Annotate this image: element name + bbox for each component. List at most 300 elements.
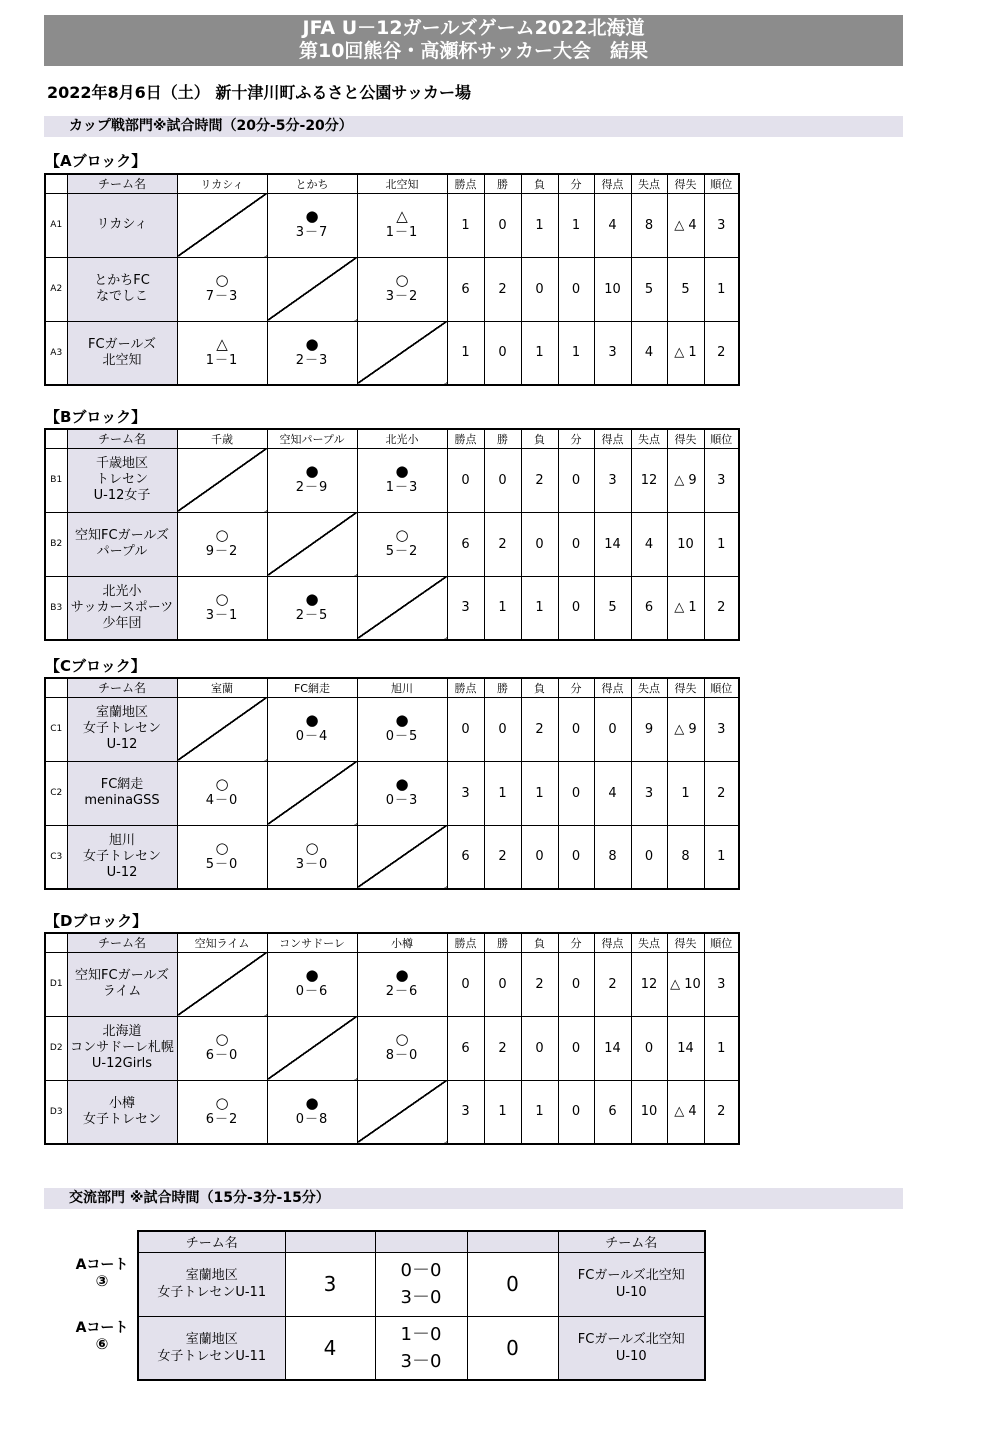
team-name-line: 女子トレセン bbox=[82, 721, 161, 736]
team-header: チーム名 bbox=[67, 174, 177, 193]
stat-header: 負 bbox=[521, 174, 558, 193]
stat-header: 失点 bbox=[631, 933, 667, 952]
match-number: ⑥ bbox=[95, 1335, 109, 1353]
stat-header: 失点 bbox=[631, 174, 667, 193]
stat-value: 0 bbox=[484, 321, 521, 385]
result-mark: ● bbox=[395, 966, 409, 984]
stat-value: 6 bbox=[447, 1016, 484, 1080]
team-name-line: U-12 bbox=[106, 737, 138, 752]
stat-value: 4 bbox=[631, 512, 667, 576]
self-match-cell bbox=[267, 512, 357, 576]
row-id: D1 bbox=[45, 952, 67, 1016]
standings-table bbox=[44, 677, 740, 890]
court-label-2 bbox=[72, 1320, 132, 1352]
stat-value: 5 bbox=[594, 576, 631, 640]
home-team bbox=[138, 1316, 285, 1380]
stat-value: 6 bbox=[447, 512, 484, 576]
stat-value: 3 bbox=[447, 576, 484, 640]
team-name-line: 女子トレセンU-11 bbox=[157, 1348, 267, 1364]
home-score: 4 bbox=[285, 1316, 375, 1380]
match-score: 1－1 bbox=[205, 352, 239, 368]
standings-table bbox=[44, 173, 740, 386]
match-result bbox=[357, 761, 447, 825]
team-name-line: 女子トレセンU-11 bbox=[157, 1285, 267, 1300]
table-row bbox=[45, 448, 739, 512]
stat-value: 2 bbox=[704, 761, 739, 825]
match-result bbox=[357, 448, 447, 512]
stat-value: 0 bbox=[521, 825, 558, 889]
title-line-2: 第10回熊谷・高瀬杯サッカー大会 結果 bbox=[298, 40, 649, 62]
team-name bbox=[67, 697, 177, 761]
result-mark: △ bbox=[396, 207, 408, 225]
opponent-header: 千歳 bbox=[177, 429, 267, 448]
row-id: A1 bbox=[45, 193, 67, 257]
self-match-cell bbox=[177, 448, 267, 512]
block-label: 【Bブロック】 bbox=[45, 408, 147, 426]
team-name bbox=[67, 257, 177, 321]
stat-value: 1 bbox=[521, 321, 558, 385]
stat-header: 失点 bbox=[631, 678, 667, 697]
team-name-line: U-10 bbox=[615, 1348, 647, 1364]
stat-value: 0 bbox=[484, 952, 521, 1016]
result-mark: ● bbox=[395, 462, 409, 480]
stat-value: 5 bbox=[631, 257, 667, 321]
team-name bbox=[67, 512, 177, 576]
stat-value: 0 bbox=[484, 697, 521, 761]
header-blank bbox=[285, 1231, 375, 1252]
self-match-cell bbox=[177, 952, 267, 1016]
court-name: Aコート bbox=[75, 1257, 129, 1273]
team-header: チーム名 bbox=[67, 933, 177, 952]
team-name-line: トレセン bbox=[95, 472, 148, 487]
stat-header: 分 bbox=[558, 174, 594, 193]
half-scores bbox=[375, 1316, 467, 1380]
block-label: 【Cブロック】 bbox=[45, 657, 146, 675]
match-result bbox=[267, 1080, 357, 1144]
result-mark: ● bbox=[305, 462, 319, 480]
team-name-line: とかちFC bbox=[94, 273, 150, 288]
match-score: 0－5 bbox=[385, 729, 419, 744]
table-header-row bbox=[45, 429, 739, 448]
result-mark: ● bbox=[305, 966, 319, 984]
stat-value: 12 bbox=[631, 952, 667, 1016]
stat-value: 12 bbox=[631, 448, 667, 512]
team-name-line: 北光小 bbox=[102, 583, 142, 599]
team-name-line: meninaGSS bbox=[84, 793, 160, 808]
result-mark: ○ bbox=[215, 1030, 229, 1048]
team-name-line: U-10 bbox=[615, 1285, 647, 1300]
stat-value: 1 bbox=[447, 193, 484, 257]
match-score: 1－1 bbox=[385, 225, 419, 240]
stat-value: 2 bbox=[484, 825, 521, 889]
match-score: 3－1 bbox=[205, 607, 239, 623]
match-result bbox=[357, 193, 447, 257]
stat-header: 得点 bbox=[594, 429, 631, 448]
exchange-section-header: 交流部門 ※試合時間（15分-3分-15分） bbox=[44, 1188, 903, 1209]
stat-value: 1 bbox=[704, 257, 739, 321]
stat-value: 14 bbox=[594, 512, 631, 576]
stat-value: 1 bbox=[447, 321, 484, 385]
home-score: 3 bbox=[285, 1252, 375, 1316]
table-row bbox=[45, 761, 739, 825]
result-mark: ○ bbox=[305, 838, 319, 857]
stat-value: △ 1 bbox=[667, 321, 704, 385]
stat-header: 分 bbox=[558, 429, 594, 448]
stat-value: 1 bbox=[521, 761, 558, 825]
row-id: B2 bbox=[45, 512, 67, 576]
match-result bbox=[177, 257, 267, 321]
match-result bbox=[357, 952, 447, 1016]
team-name bbox=[67, 952, 177, 1016]
team-header: チーム名 bbox=[67, 678, 177, 697]
team-name-line: U-12 bbox=[106, 864, 138, 880]
stat-value: 6 bbox=[594, 1080, 631, 1144]
stat-value: 4 bbox=[594, 761, 631, 825]
stat-value: 2 bbox=[704, 576, 739, 640]
team-name-line: 千歳地区 bbox=[95, 456, 148, 471]
stat-value: 0 bbox=[631, 1016, 667, 1080]
exchange-match-row bbox=[138, 1252, 705, 1316]
table-row bbox=[45, 512, 739, 576]
stat-value: 14 bbox=[594, 1016, 631, 1080]
table-header-row bbox=[45, 678, 739, 697]
stat-header: 勝点 bbox=[447, 174, 484, 193]
stat-value: 1 bbox=[558, 193, 594, 257]
stat-value: 3 bbox=[594, 448, 631, 512]
team-name-line: 女子トレセン bbox=[82, 1111, 161, 1127]
result-mark: ● bbox=[305, 207, 319, 225]
stat-value: 2 bbox=[484, 257, 521, 321]
stat-value: 2 bbox=[594, 952, 631, 1016]
team-name-line: U-12Girls bbox=[91, 1056, 153, 1071]
match-result bbox=[177, 321, 267, 385]
team-name-line: リカシィ bbox=[96, 217, 148, 232]
exchange-header-row bbox=[138, 1231, 705, 1252]
table-header-row bbox=[45, 933, 739, 952]
match-result bbox=[267, 193, 357, 257]
match-result bbox=[267, 321, 357, 385]
title-banner bbox=[44, 15, 903, 66]
stat-value: 2 bbox=[521, 448, 558, 512]
header-blank bbox=[45, 174, 67, 193]
row-id: C2 bbox=[45, 761, 67, 825]
stat-header: 順位 bbox=[704, 429, 739, 448]
team-name-line: サッカースポーツ bbox=[70, 599, 174, 615]
block-label: 【Aブロック】 bbox=[45, 152, 147, 170]
table-row bbox=[45, 576, 739, 640]
stat-value: 3 bbox=[704, 697, 739, 761]
away-score: 0 bbox=[467, 1316, 558, 1380]
stat-value: 0 bbox=[447, 448, 484, 512]
stat-value: 0 bbox=[521, 257, 558, 321]
stat-value: 5 bbox=[667, 257, 704, 321]
result-mark: △ bbox=[216, 334, 228, 353]
stat-header: 失点 bbox=[631, 429, 667, 448]
result-mark: ○ bbox=[395, 526, 409, 544]
exchange-results-table bbox=[137, 1230, 706, 1381]
team-name-line: 空知FCガールズ bbox=[75, 968, 169, 983]
team-name-line: パープル bbox=[96, 544, 148, 559]
stat-value: 2 bbox=[484, 512, 521, 576]
match-number: ③ bbox=[95, 1272, 109, 1290]
match-result bbox=[267, 825, 357, 889]
match-result bbox=[177, 1080, 267, 1144]
result-mark: ○ bbox=[395, 271, 409, 289]
stat-value: 3 bbox=[631, 761, 667, 825]
team-name-line: コンサドーレ札幌 bbox=[70, 1040, 174, 1055]
stat-value: 0 bbox=[558, 697, 594, 761]
stat-value: 1 bbox=[484, 1080, 521, 1144]
team-name bbox=[67, 1080, 177, 1144]
stat-value: 0 bbox=[558, 512, 594, 576]
result-mark: ○ bbox=[215, 775, 229, 793]
match-score: 7－3 bbox=[205, 289, 239, 304]
stat-header: 勝点 bbox=[447, 678, 484, 697]
stat-value: 0 bbox=[447, 952, 484, 1016]
team-name-line: 室蘭地区 bbox=[185, 1331, 238, 1347]
header-blank bbox=[45, 933, 67, 952]
stat-value: 1 bbox=[704, 512, 739, 576]
court-name: Aコート bbox=[75, 1320, 129, 1336]
match-score: 0－3 bbox=[385, 793, 419, 808]
stat-value: 1 bbox=[521, 193, 558, 257]
header-blank bbox=[467, 1231, 558, 1252]
row-id: C3 bbox=[45, 825, 67, 889]
stat-header: 負 bbox=[521, 933, 558, 952]
table-row bbox=[45, 1080, 739, 1144]
court-label-1 bbox=[72, 1257, 132, 1289]
standings-table bbox=[44, 932, 740, 1145]
opponent-header: 小樽 bbox=[357, 933, 447, 952]
row-id: D2 bbox=[45, 1016, 67, 1080]
stat-header: 得点 bbox=[594, 933, 631, 952]
match-score: 1－3 bbox=[385, 480, 419, 495]
stat-value: 0 bbox=[558, 825, 594, 889]
result-mark: ○ bbox=[215, 589, 229, 608]
match-score: 5－2 bbox=[385, 544, 419, 559]
home-team bbox=[138, 1252, 285, 1316]
stat-value: 4 bbox=[631, 321, 667, 385]
result-mark: ○ bbox=[215, 1093, 229, 1112]
stat-value: 8 bbox=[631, 193, 667, 257]
stat-value: △ 9 bbox=[667, 448, 704, 512]
match-score: 0－8 bbox=[295, 1111, 329, 1127]
match-score: 9－2 bbox=[205, 544, 239, 559]
stat-value: 2 bbox=[484, 1016, 521, 1080]
team-name-line: FCガールズ北空知 bbox=[577, 1268, 685, 1283]
table-row bbox=[45, 825, 739, 889]
header-blank bbox=[375, 1231, 467, 1252]
stat-value: 1 bbox=[558, 321, 594, 385]
stat-header: 勝点 bbox=[447, 429, 484, 448]
stat-header: 負 bbox=[521, 429, 558, 448]
stat-value: 3 bbox=[704, 952, 739, 1016]
opponent-header: 旭川 bbox=[357, 678, 447, 697]
opponent-header: コンサドーレ bbox=[267, 933, 357, 952]
stat-value: 0 bbox=[558, 1080, 594, 1144]
stat-value: 1 bbox=[521, 576, 558, 640]
stat-value: 3 bbox=[447, 1080, 484, 1144]
opponent-header: とかち bbox=[267, 174, 357, 193]
stat-value: 2 bbox=[704, 1080, 739, 1144]
match-score: 2－6 bbox=[385, 984, 419, 999]
stat-value: 0 bbox=[631, 825, 667, 889]
row-id: B3 bbox=[45, 576, 67, 640]
table-row bbox=[45, 952, 739, 1016]
away-team bbox=[558, 1316, 705, 1380]
stat-value: 0 bbox=[521, 512, 558, 576]
table-row bbox=[45, 1016, 739, 1080]
stat-header: 得失 bbox=[667, 174, 704, 193]
self-match-cell bbox=[357, 825, 447, 889]
stat-header: 勝 bbox=[484, 429, 521, 448]
match-score: 3－7 bbox=[295, 225, 329, 240]
result-mark: ● bbox=[305, 1093, 319, 1112]
stat-value: 0 bbox=[484, 193, 521, 257]
team-name bbox=[67, 825, 177, 889]
team-name bbox=[67, 321, 177, 385]
self-match-cell bbox=[267, 257, 357, 321]
team-name-line: 女子トレセン bbox=[82, 848, 161, 864]
match-score: 5－0 bbox=[205, 856, 239, 872]
match-score: 4－0 bbox=[205, 793, 239, 808]
team-name-line: FCガールズ北空知 bbox=[577, 1331, 685, 1347]
match-result bbox=[357, 257, 447, 321]
stat-value: △ 4 bbox=[667, 1080, 704, 1144]
half-scores bbox=[375, 1252, 467, 1316]
stat-value: 0 bbox=[558, 257, 594, 321]
team-name bbox=[67, 761, 177, 825]
stat-value: 1 bbox=[704, 1016, 739, 1080]
match-result bbox=[267, 448, 357, 512]
table-row bbox=[45, 321, 739, 385]
team-name-line: FCガールズ bbox=[88, 336, 156, 352]
stat-value: 1 bbox=[704, 825, 739, 889]
self-match-cell bbox=[357, 321, 447, 385]
stat-value: 2 bbox=[521, 952, 558, 1016]
team-name bbox=[67, 193, 177, 257]
first-half-score: 1－0 bbox=[400, 1323, 442, 1345]
match-result bbox=[357, 512, 447, 576]
self-match-cell bbox=[357, 576, 447, 640]
match-score: 2－9 bbox=[295, 480, 329, 495]
second-half-score: 3－0 bbox=[400, 1287, 442, 1308]
match-result bbox=[267, 697, 357, 761]
stat-value: 6 bbox=[447, 825, 484, 889]
result-mark: ● bbox=[305, 334, 319, 353]
stat-header: 勝 bbox=[484, 933, 521, 952]
stat-value: 8 bbox=[594, 825, 631, 889]
stat-value: 3 bbox=[704, 448, 739, 512]
row-id: B1 bbox=[45, 448, 67, 512]
self-match-cell bbox=[267, 1016, 357, 1080]
match-score: 0－6 bbox=[295, 984, 329, 999]
match-result bbox=[357, 697, 447, 761]
team-name bbox=[67, 576, 177, 640]
result-mark: ● bbox=[305, 589, 319, 608]
result-mark: ● bbox=[395, 775, 409, 793]
standings-table bbox=[44, 428, 740, 641]
stat-value: 3 bbox=[447, 761, 484, 825]
stat-header: 分 bbox=[558, 678, 594, 697]
stat-value: 0 bbox=[521, 1016, 558, 1080]
stat-header: 順位 bbox=[704, 174, 739, 193]
opponent-header: 空知ライム bbox=[177, 933, 267, 952]
stat-value: 10 bbox=[594, 257, 631, 321]
block-label: 【Dブロック】 bbox=[45, 912, 148, 930]
self-match-cell bbox=[357, 1080, 447, 1144]
team-name-line: 室蘭地区 bbox=[95, 705, 148, 720]
match-score: 3－2 bbox=[385, 289, 419, 304]
match-result bbox=[177, 1016, 267, 1080]
table-row bbox=[45, 193, 739, 257]
table-row bbox=[45, 257, 739, 321]
opponent-header: 空知パープル bbox=[267, 429, 357, 448]
stat-value: 3 bbox=[704, 193, 739, 257]
match-score: 8－0 bbox=[385, 1048, 419, 1063]
match-score: 2－3 bbox=[295, 352, 329, 368]
stat-value: △ 9 bbox=[667, 697, 704, 761]
stat-header: 勝 bbox=[484, 678, 521, 697]
stat-header: 得失 bbox=[667, 429, 704, 448]
row-id: D3 bbox=[45, 1080, 67, 1144]
stat-header: 得失 bbox=[667, 678, 704, 697]
team-name-line: U-12女子 bbox=[93, 488, 151, 503]
stat-value: 0 bbox=[594, 697, 631, 761]
table-header-row bbox=[45, 174, 739, 193]
team-name-line: なでしこ bbox=[95, 289, 148, 304]
team-header: チーム名 bbox=[67, 429, 177, 448]
stat-value: 6 bbox=[447, 257, 484, 321]
stat-value: 3 bbox=[594, 321, 631, 385]
result-mark: ○ bbox=[215, 271, 229, 289]
team-name-line: 北海道 bbox=[102, 1024, 142, 1039]
team-name-line: 北空知 bbox=[102, 352, 142, 368]
stat-header: 得失 bbox=[667, 933, 704, 952]
match-result bbox=[267, 952, 357, 1016]
table-row bbox=[45, 697, 739, 761]
header-blank bbox=[45, 429, 67, 448]
opponent-header: 室蘭 bbox=[177, 678, 267, 697]
away-score: 0 bbox=[467, 1252, 558, 1316]
stat-value: 0 bbox=[558, 761, 594, 825]
result-mark: ○ bbox=[215, 838, 229, 857]
stat-value: 1 bbox=[521, 1080, 558, 1144]
stat-value: 0 bbox=[484, 448, 521, 512]
stat-header: 勝 bbox=[484, 174, 521, 193]
stat-header: 負 bbox=[521, 678, 558, 697]
stat-value: 4 bbox=[594, 193, 631, 257]
stat-value: 0 bbox=[558, 952, 594, 1016]
match-result bbox=[177, 761, 267, 825]
team-name-line: 旭川 bbox=[108, 832, 135, 848]
team-header: チーム名 bbox=[558, 1231, 705, 1252]
stat-value: 6 bbox=[631, 576, 667, 640]
team-name-line: FC網走 bbox=[100, 777, 144, 792]
opponent-header: FC網走 bbox=[267, 678, 357, 697]
team-name-line: 室蘭地区 bbox=[185, 1268, 238, 1283]
stat-value: 2 bbox=[704, 321, 739, 385]
team-name bbox=[67, 1016, 177, 1080]
match-result bbox=[177, 576, 267, 640]
match-score: 6－0 bbox=[205, 1048, 239, 1063]
match-score: 0－4 bbox=[295, 729, 329, 744]
stat-header: 分 bbox=[558, 933, 594, 952]
result-mark: ● bbox=[305, 711, 319, 729]
stat-value: △ 10 bbox=[667, 952, 704, 1016]
title-line-1: JFA U－12ガールズゲーム2022北海道 bbox=[302, 17, 645, 39]
result-mark: ● bbox=[395, 711, 409, 729]
